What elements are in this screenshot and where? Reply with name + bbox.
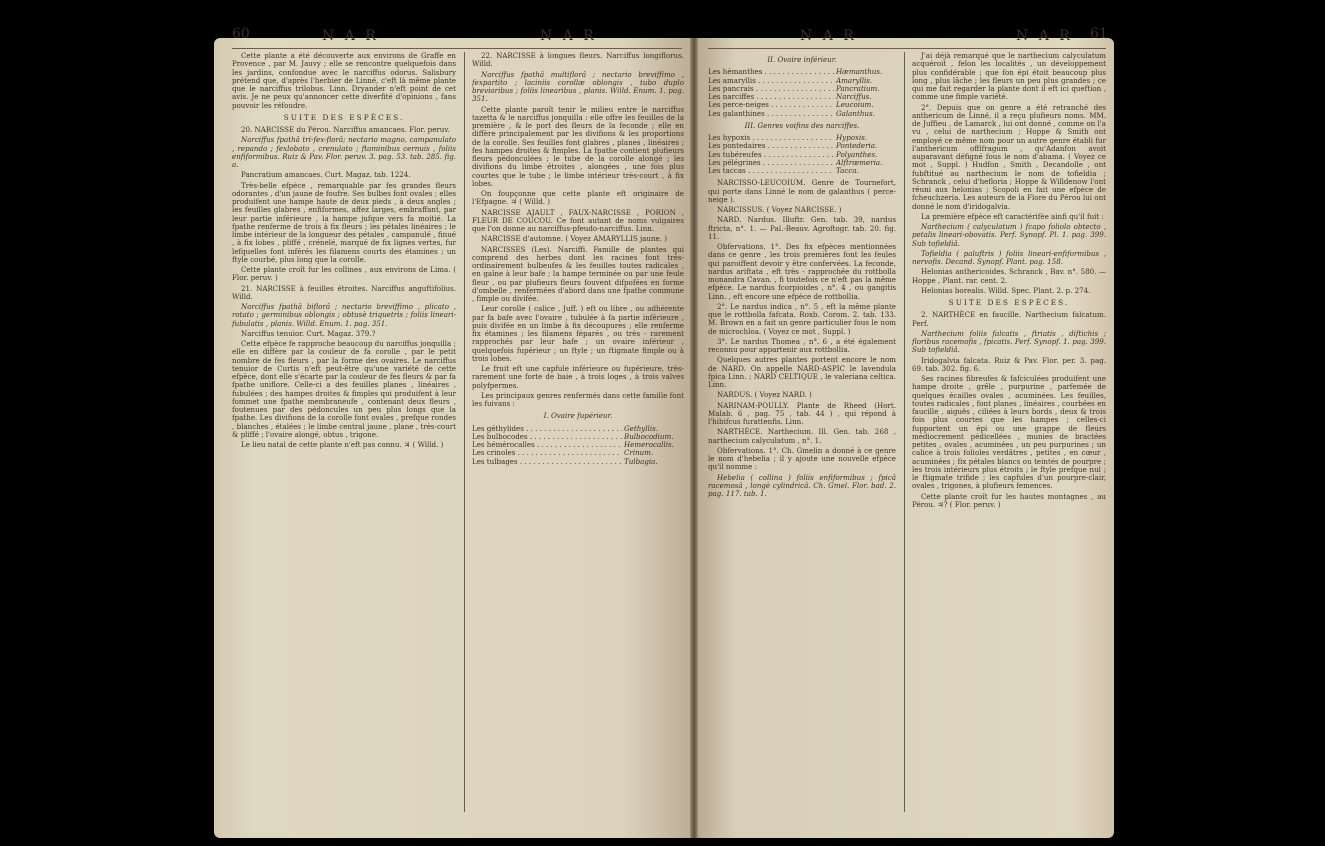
paragraph: Narciffus fpathâ biflorâ ; nectario breviffimo , plicato , rotato ; germinibus oblongis ; obtusè triquetris ; foliis lineari-fubulatis , planis. Willd. Enum. 1. pag. 351. bbox=[232, 302, 456, 328]
genus-latin-name: Hemerocallis. bbox=[624, 440, 674, 449]
paragraph: Helonias borealis. Willd. Spec. Plant. 2. p. 274. bbox=[921, 285, 1091, 295]
paragraph: Obfervations. 1°. Des fix efpèces mentionnées dans ce genre , les trois premières font les feules qui paroiffent devoir y être confervées. La feconde, nardus ariftata , eft très - rapprochée du rottbolla monandra Cavan. , fi toutefois ce n'eft pas la même efpèce. Le nardus fcorpioides , n°. 4 , ou gangitis Linn. , eft encore une efpèce de rottbollia. bbox=[708, 242, 896, 301]
genus-latin-name: Leucoium. bbox=[836, 100, 874, 110]
genus-table bbox=[708, 68, 896, 118]
right-page-number: 61 bbox=[1090, 26, 1108, 42]
right-column-2 bbox=[912, 52, 1106, 511]
table-row bbox=[472, 458, 684, 466]
genus-common-name: Les pontedaires . . . bbox=[708, 142, 834, 150]
paragraph: Cette plante a été découverte aux environs de Graffe en Provence , par M. Jauvy ; elle se rencontre quelquefois dans les jardins, confondue avec le narciffus odorus. Salisbury prétend que, d'après l'herbier de Linné, c'eft là même plante que le narciffus trilobus. Linn. Dryander n'eft point de cet avis. Je ne peux qu'annoncer cette diverfité d'opinions , fans pouvoir les réfoudre. bbox=[232, 51, 456, 110]
paragraph: Cette plante croît fur les collines , aux environs de Lima. ( Flor. peruv. ) bbox=[232, 265, 456, 283]
paragraph: Cette plante croît fur les hautes montagnes , au Pérou. ♃? ( Flor. peruv. ) bbox=[912, 491, 1106, 509]
paragraph: NARCISSE d'automne. ( Voyez AMARYLLIS jaune. ) bbox=[481, 234, 667, 244]
left-page-number: 60 bbox=[232, 26, 250, 42]
genus-common-name: Les pancrais . . . bbox=[708, 85, 834, 93]
subsection-heading: I. Ovaire fupérieur. bbox=[543, 411, 613, 421]
genus-latin-name: Hæmanthus. bbox=[836, 67, 883, 77]
genus-latin-name: Alftrœmeria. bbox=[836, 157, 883, 167]
paragraph: Hebelia ( collina ) foliis enfiformibus ; fpicâ racemosâ , longè cylindricâ. Ch. Gmel. Flor. bad. 2. pag. 117. tab. 1. bbox=[708, 472, 896, 498]
paragraph: Narthecium foliis falcatis , ftriatis , diftichis ; floribus racemofis , fpicatis. Perf. Synopf. 1. pag. 399. Sub tofieldiâ. bbox=[912, 328, 1106, 355]
left-column-1 bbox=[232, 52, 456, 451]
paragraph: NARCISSES (Les). Narciffi. Famille de plantes qui comprend des herbes dont les racines font très-ordinairement bulbeufes & les feuilles toutes radicales , en gaîne à leur bafe ; la hampe terminée ou par une feule fleur , ou par plufieurs fleurs fouvent difpofées en forme d'ombelle , renfermées d'abord dans une fpathe commune , fimple ou divifée. bbox=[472, 244, 684, 303]
paragraph: Narciffus fpathâ tri-fex-florâ; nectario magno, campanulato , repando ; fexlobato , crenulato ; ftaminibus cernuis , foliis enfiformibus. Ruiz & Pav. Flor. peruv. 3. pag. 53. tab. 285. fig. a. bbox=[232, 135, 456, 169]
genus-common-name: Les tulbages . . . bbox=[472, 458, 622, 466]
genus-latin-name: Narciffus. bbox=[836, 92, 872, 101]
paragraph: Pancratium amancaes. Curt. Magaz. tab. 1224. bbox=[241, 170, 411, 180]
genus-common-name: Les hémanthes . . . bbox=[708, 68, 834, 76]
genus-common-name: Les crinoles . . . bbox=[472, 449, 622, 457]
genus-latin-name: Tacca. bbox=[836, 166, 859, 175]
paragraph: Quelques autres plantes portent encore le nom de NARD. On appelle NARD-ASPIC le lavendula fpica Linn. ; NARD CELTIQUE , le valeriana celtica. Linn. bbox=[708, 355, 896, 389]
paragraph: Narthecium ( calyculatum ) fcapo foliolo obtecto , petalis lineari-obovatis. Perf. Synopf. Pl. 1. pag. 399. Sub tofieldiâ. bbox=[912, 222, 1106, 248]
paragraph: On foupçonne que cette plante eft originaire de l'Efpagne. ♃ ( Willd. ) bbox=[472, 189, 684, 207]
paragraph: Helonias anthericoides. Schranck , Bav. n°. 580. — Hoppe , Plant. rar. cent. 2. bbox=[912, 267, 1106, 285]
left-column-rule bbox=[464, 52, 465, 812]
paragraph: NARCISSE AJAULT , FAUX-NARCISSE , PORION , FLEUR DE COUCOU. Ce font autant de noms vulgaires que l'on donne au narciffus-pfeudo-narciffus. Linn. bbox=[472, 207, 684, 233]
subsection-heading: III. Genres voifins des narciffes. bbox=[744, 120, 860, 130]
paragraph: 2°. Depuis que on genre a été retranché des anthericum de Linné, il a reçu plufieurs noms. MM. de Juffieu , de Lamarck , lui ont donné , comme on l'a vu , celui de narthecium ; Hoppe & Smith ont employé ce même nom pour un autre genre établi fur l'anthericum offifragum , qu'Adanfon avoit auparavant défigné fous le nom d'abama. ( Voyez ce mot , Suppl. ) Hudfon , Smith , Decandolle , ont fubftitué au narthecium le nom de tofieldia ; Schranck , celui d'hefloria ; Hoppe & Willdenow l'ont réuni aux helonias ; Scopoli en fait une efpèce de fcheuchzeria. Les auteurs de la Flore du Pérou lui ont donné le nom d'iridogalvia. bbox=[912, 102, 1106, 211]
paragraph: Leur corolle ( calice , Juff. ) eft ou libre , ou adhérente par fa bafe avec l'ovaire , tubulée à fa partie inférieure , puis divifée en un limbe à fix découpures ; elle renferme fix étamines ; les filamens féparés , ou très - rarement rapprochés par leur bafe ; un ovaire inférieur , quelquefois fupérieur ; un ftyle ; un ftigmate fimple ou à trois lobes. bbox=[472, 304, 684, 363]
genus-latin-name: Amaryllis. bbox=[836, 75, 873, 85]
paragraph: Iridogalvia falcata. Ruiz & Pav. Flor. per. 3. pag. 69. tab. 302. fig. 6. bbox=[912, 355, 1106, 373]
paragraph: Narciffus tenuior. Curt. Magaz. 379.? bbox=[241, 328, 376, 338]
paragraph: NARCISSUS. ( Voyez NARCISSE. ) bbox=[717, 205, 842, 214]
genus-latin-name: Hypoxis. bbox=[836, 133, 868, 142]
genus-table bbox=[708, 134, 896, 175]
paragraph: 21. NARCISSE à feuilles étroites. Narciffus anguftifolius. Willd. bbox=[232, 283, 456, 301]
paragraph: 2°. Le nardus indica , n°. 5 , eft la même plante que le rottbolla fafcata. Roxb. Corom. 2. tab. 133. M. Brown en a fait un genre particulier fous le nom de microchloa. ( Voyez ce mot , Suppl. ) bbox=[708, 301, 896, 336]
genus-common-name: Les bulbocodes . . . bbox=[472, 433, 622, 441]
left-header-rule bbox=[232, 48, 682, 49]
section-heading: SUITE DES ESPÈCES. bbox=[948, 298, 1070, 307]
paragraph: Ses racines fibreufes & fafciculées produifent une hampe droite , grêle , purpurine , parfemée de quelques écailles ovales , acuminées. Les feuilles, toutes radicales , font planes , linéaires , courbées en faucille , aiguës , ciliées à leurs bords , deux & trois fois plus courtes que les hampes ; celles-ci fupportent un épi ou une grappe de fleurs médiocrement pédicellées , munies de bractées petites , ovales , acuminées , un peu purpurines ; un calice à trois folioles verdâtres , petites , en cœur , acuminées ; fix pétales blancs ou teintés de pourpre ; les trois intérieurs plus étroits ; le ftyle prefque nul ; le ftigmate trifide ; les capfules d'un pourpre-clair, ovales , trigones, à plufieurs femences. bbox=[912, 374, 1106, 491]
paragraph: 2. NARTHÈCE en faucille. Narthecium falcatum. Perf. bbox=[912, 310, 1106, 328]
paragraph: Le lieu natal de cette plante n'eft pas connu. ♃ ( Willd. ) bbox=[241, 440, 444, 449]
genus-latin-name: Galanthus. bbox=[836, 108, 875, 118]
right-column-1 bbox=[708, 52, 896, 500]
left-header-word: N A R bbox=[322, 28, 379, 44]
paragraph: Très-belle efpèce , remarquable par fes grandes fleurs odorantes , d'un jaune de foufre. Ses bulbes font ovales ; elles produifent une hampe haute de deux pieds , à deux angles ; les feuilles glabres , enfiformes, affez larges, embraffant, par leur partie inférieure , la hampe jufque vers fa moitié. La fpathe renferme de trois à fix fleurs ; les pétales linéaires ; le limbe intérieur de la longueur des pétales , campanulé , finué , à fix lobes , pliffé , crénelé, marqué de fix lignes vertes, fur lefquelles font inférés les filamens courts des étamines ; un ftyle courbé, plus long que la corolle. bbox=[232, 180, 456, 264]
paragraph: 3°. Le nardus Thomea , n°. 6 , a été également reconnu pour appartenir aux rottbollia. bbox=[708, 336, 896, 354]
genus-latin-name: Polyanthes. bbox=[836, 149, 878, 159]
genus-common-name: Les hémérocalles . . . bbox=[472, 441, 622, 449]
paragraph: La première efpèce eft caractérifée ainfi qu'il fuit : bbox=[921, 211, 1104, 221]
paragraph: Les principaux genres renfermés dans cette famille font les fuivans : bbox=[472, 390, 684, 408]
paragraph: J'ai déjà remarqué que le narthecium calyculatum acquéroit , felon les localités , un développement plus confidérable ; que fon épi étoit beaucoup plus long , plus lâche ; les fleurs un peu plus grandes ; ce qui me fait regarder la plante dont il eft ici queftion , comme une fimple variété. bbox=[912, 51, 1106, 102]
section-heading: SUITE DES ESPÈCES. bbox=[283, 112, 405, 122]
genus-common-name: Les géthylides . . . bbox=[472, 425, 622, 433]
table-row bbox=[708, 159, 896, 167]
paragraph: Le fruit eft une capfule inférieure ou fupérieure, très-rarement une forte de baie , à trois loges , à trois valves polyfpermes. bbox=[472, 364, 684, 390]
genus-table bbox=[472, 425, 684, 466]
paragraph: Cette efpèce fe rapproche beaucoup du narciffus jonquilla ; elle en diffère par la couleur de fa corolle , par le petit nombre de fes fleurs , par la forme des ovaires. Le narciffus tenuior de Curtis n'eft peut-être qu'une variété de cette efpèce, dont elle s'écarte par la couleur de fes fleurs & par fa fpathe uniflore. Celle-ci a des feuilles planes , linéaires , fubulées ; des hampes droites & fimples qui produifent à leur fommet une fpathe membraneufe , contenant deux fleurs , foutenues par des pédoncules un peu plus longs que la fpathe. Les divifions de la corolle font ovales , prefque rondes , blanches , étalées ; le limbe central jaune , plane , très-court & pliffé ; l'ovaire alongé, obtus , trigone. bbox=[232, 339, 456, 439]
table-row bbox=[708, 110, 896, 118]
genus-common-name: Les pélégrines . . . bbox=[708, 159, 834, 167]
paragraph: 20. NARCISSE du Pérou. Narciffus amancaes. Flor. peruv. bbox=[241, 125, 450, 134]
right-header-rule bbox=[708, 48, 1106, 49]
paragraph: Narciffus fpathâ multiflorâ ; nectario breviffimo , fexpartito ; laciniis corollæ oblongis , tubo duplo brevioribus ; foliis linearibus , planis. Willd. Enum. 1. pag. 351. bbox=[472, 69, 684, 104]
genus-latin-name: Tulbagia. bbox=[624, 456, 658, 466]
paragraph: NARD. Nardus. Illuftr. Gen. tab. 39, nardus ftricta, n°. 1. — Pal.-Beauv. Agroftogr. tab. 20. fig. 11. bbox=[708, 215, 896, 241]
paragraph: NARCISSO-LEUCOIUM. Genre de Tournefort, qui porte dans Linné le nom de galanthus ( perce-neige ). bbox=[708, 178, 896, 204]
genus-latin-name: Gethyllis. bbox=[624, 423, 658, 433]
paragraph: NARTHÈCE. Narthecium. Ill. Gen. tab. 268 , narthecium calyculatum , n°. 1. bbox=[708, 427, 896, 445]
genus-common-name: Les taccas . . . bbox=[708, 167, 834, 175]
genus-common-name: Les hypoxis . . . bbox=[708, 134, 834, 142]
right-header-word: N A R bbox=[800, 28, 857, 44]
paragraph: NARINAM-POULLY. Plante de Rheed (Hort. Malab. 6 , pag. 75 , tab. 44 ) , qui répond à l'hibifcus furattenfis. Linn. bbox=[708, 400, 896, 426]
subsection-heading: II. Ovaire inférieur. bbox=[767, 55, 837, 64]
genus-common-name: Les tubéreufes . . . bbox=[708, 151, 834, 159]
book-gutter bbox=[690, 38, 698, 838]
genus-common-name: Les galanthines . . . bbox=[708, 110, 834, 118]
left-header-word-2: N A R bbox=[540, 28, 597, 44]
genus-common-name: Les narciffes . . . bbox=[708, 93, 834, 101]
genus-latin-name: Pancratium. bbox=[836, 83, 880, 93]
genus-common-name: Les perce-neiges . . . bbox=[708, 101, 834, 109]
genus-latin-name: Bulbocodium. bbox=[624, 431, 674, 441]
right-header-word-2: N A R bbox=[1016, 28, 1073, 44]
genus-latin-name: Pontederia. bbox=[836, 141, 878, 151]
right-column-rule bbox=[904, 52, 905, 812]
paragraph: NARDUS. ( Voyez NARD. ) bbox=[717, 390, 812, 400]
paragraph: 22. NARCISSE à longues fleurs. Narciffus longiflorus. Willd. bbox=[472, 51, 684, 69]
table-row bbox=[708, 167, 896, 175]
genus-latin-name: Crinum. bbox=[624, 448, 654, 458]
paragraph: Cette plante paroît tenir le milieu entre le narciffus tazetta & le narciffus jonquilla : elle offre les feuilles de la première , & le port des fleurs de la feconde ; elle en diffère principalement par les divifions & les proportions de la corolle. Ses feuilles font glabres , planes , linéaires ; fes hampes droites & fimples. La fpathe contient plufieurs fleurs pédonculées ; le tube de la corolle alongé ; les divifions du limbe étroites , alongées , une fois plus courtes que le tube ; le limbe intérieur très-court , à fix lobes. bbox=[472, 104, 684, 188]
paragraph: Tofieldia ( paluftris ) foliis lineari-enfiformibus , nervofis. Decand. Synopf. Plant. pag. 158. bbox=[912, 248, 1106, 266]
genus-common-name: Les amaryllis . . . bbox=[708, 77, 834, 85]
left-column-2 bbox=[472, 52, 684, 470]
paragraph: Obfervations. 1°. Ch. Gmelin a donné à ce genre le nom d'hebelia ; il y ajoute une nouvelle efpèce qu'il nomme : bbox=[708, 445, 896, 472]
